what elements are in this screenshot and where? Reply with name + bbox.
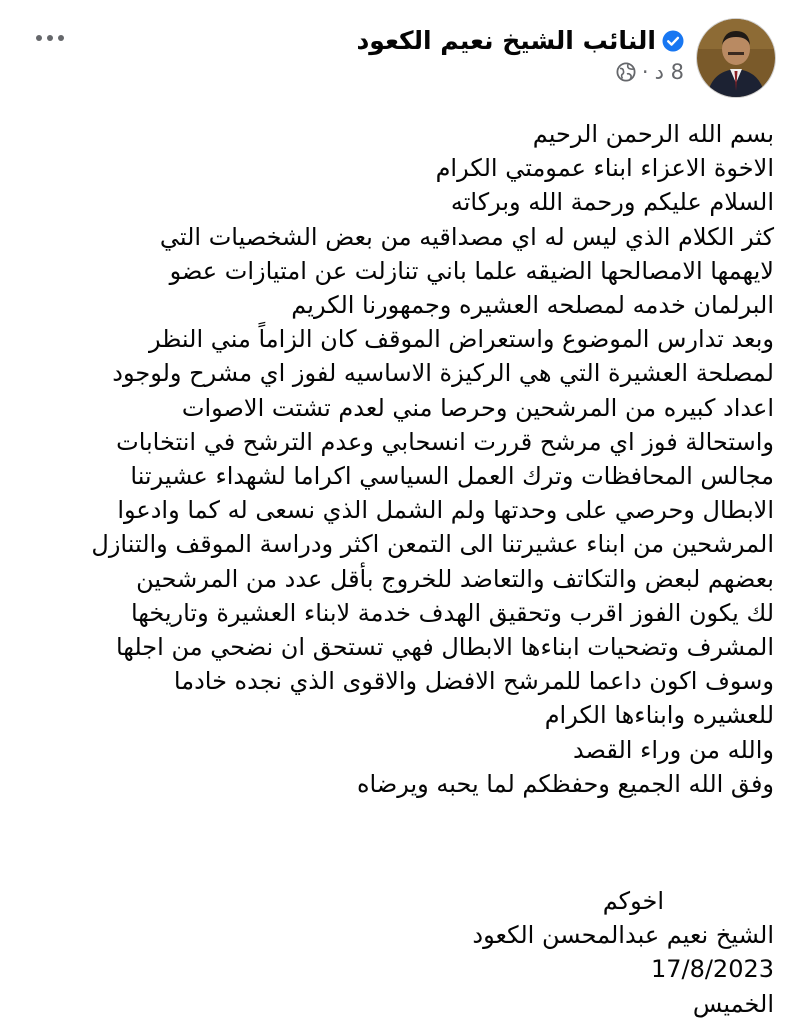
- post-text-line: وسوف اكون داعما للمرشح الافضل والاقوى الذي نجده خادما: [173, 667, 774, 696]
- post-header: [20, 18, 776, 98]
- meta-separator: ·: [641, 60, 649, 84]
- author-block: [356, 24, 684, 84]
- more-dot: [58, 35, 64, 41]
- signature-name: الشيخ نعيم عبدالمحسن الكعود: [472, 921, 774, 950]
- post-text-line: المرشحين من ابناء عشيرتنا الى التمعن اكثر ودراسة الموقف والتنازل: [91, 530, 774, 559]
- signature-closing: اخوكم: [602, 887, 664, 915]
- post-signature: [14, 884, 774, 1021]
- author-row: [356, 24, 684, 58]
- post-text-line: مجالس المحافظات وترك العمل السياسي اكراما لشهداء عشيرتنا: [130, 462, 774, 491]
- post-text-line: بسم الله الرحمن الرحيم: [532, 120, 774, 148]
- author-avatar[interactable]: [696, 18, 776, 98]
- post-text-line: بعضهم لبعض والتكاتف والتعاضد للخروج بأقل عدد من المرشحين: [136, 564, 774, 593]
- post-body: [14, 117, 774, 801]
- post-text-line: اعداد كبيره من المرشحين وحرصا مني لعدم تشتت الاصوات: [181, 393, 774, 422]
- more-dot: [36, 35, 42, 41]
- post-text-line: وفق الله الجميع وحفظكم لما يحبه ويرضاه: [356, 769, 774, 798]
- post-text-line: الاخوة الاعزاء ابناء عمومتي الكرام: [435, 154, 774, 183]
- post-timestamp[interactable]: 8 د: [654, 60, 684, 84]
- post-text-line: كثر الكلام الذي ليس له اي مصداقيه من بعض الشخصيات التي: [159, 222, 774, 251]
- post-text-line: لايهمها الامصالحها الضيقه علما باني تنازلت عن امتيازات عضو: [169, 256, 774, 285]
- post-text-line: لمصلحة العشيرة التي هي الركيزة الاساسيه لفوز اي مشرح ولوجود: [112, 359, 774, 388]
- post-text-line: البرلمان خدمه لمصلحه العشيره وجمهورنا الكريم: [291, 291, 774, 320]
- signature-day: الخميس: [692, 989, 774, 1018]
- post-text-line: واستحالة فوز اي مرشح قررت انسحابي وعدم الترشح في انتخابات: [116, 427, 774, 456]
- signature-date: 17/8/2023: [650, 955, 774, 984]
- post-text-line: المشرف وتضحيات ابناءها الابطال فهي تستحق ان نضحي من اجلها: [115, 633, 774, 662]
- post-text-line: وبعد تدارس الموضوع واستعراض الموقف كان الزاماً مني النظر: [148, 325, 774, 354]
- post-text-line: لك يكون الفوز اقرب وتحقيق الهدف خدمة لابناء العشيرة وتاريخها: [130, 598, 774, 627]
- post-text-line: والله من وراء القصد: [572, 735, 774, 764]
- post-text-line: للعشيره وابناءها الكرام: [544, 701, 774, 730]
- post-text-line: السلام عليكم ورحمة الله وبركاته: [450, 188, 774, 217]
- globe-icon[interactable]: [616, 62, 636, 82]
- more-dot: [47, 35, 53, 41]
- verified-badge-icon: [662, 30, 684, 52]
- author-name[interactable]: النائب الشيخ نعيم الكعود: [356, 26, 656, 55]
- more-options-button[interactable]: [28, 24, 72, 52]
- post-text-line: الابطال وحرصي على وحدتها ولم الشمل الذي نسعى له كما وادعوا: [117, 496, 774, 525]
- post-meta: [356, 60, 684, 84]
